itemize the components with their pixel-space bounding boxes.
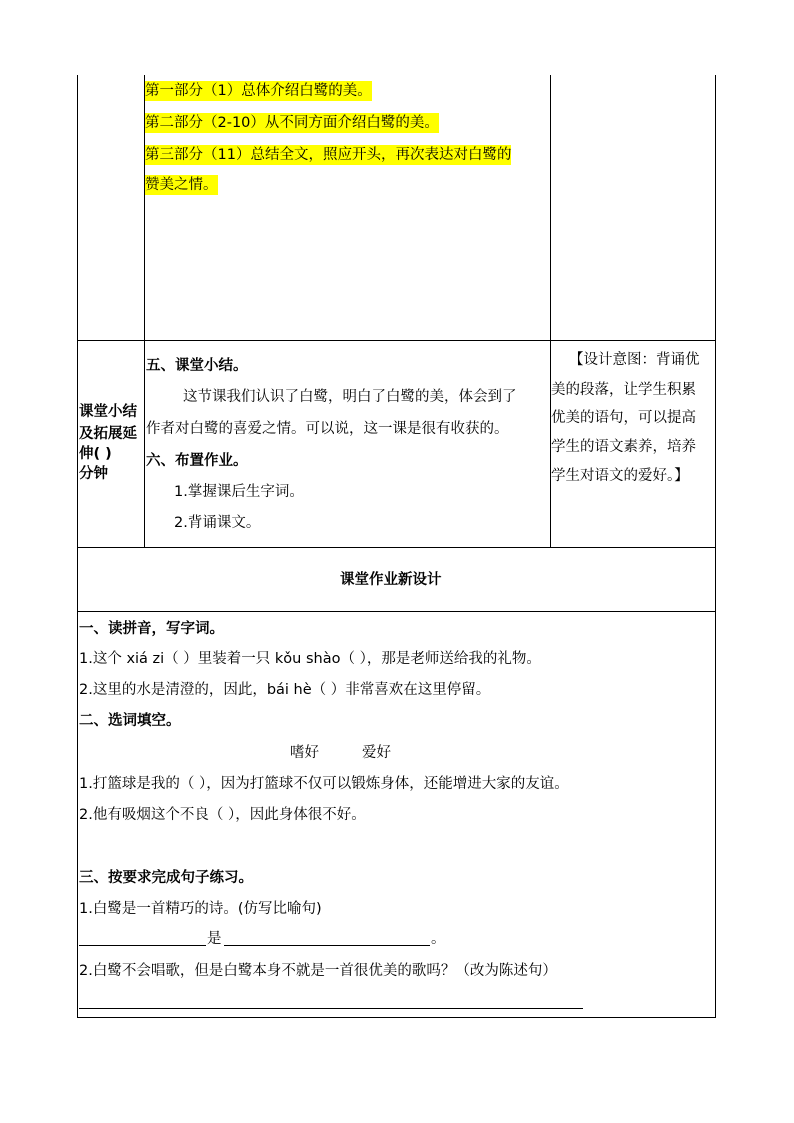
section-six-heading: 六、布置作业。 — [146, 453, 248, 469]
answer-end-punct: 。 — [431, 931, 446, 947]
row-divider-3 — [77, 611, 716, 612]
row-label-line-1: 课堂小结 — [79, 404, 137, 420]
part-one-text: 第一部分（1）总体介绍白鹭的美。 — [145, 83, 372, 99]
word-option-a: 嗜好 — [290, 745, 319, 761]
design-intent-line-4: 学生的语文素养，培养 — [551, 439, 696, 455]
row-divider-2 — [77, 547, 716, 548]
design-intent-line-2: 美的段落，让学生积累 — [551, 382, 696, 398]
design-intent-line-3: 优美的语句，可以提高 — [551, 410, 696, 426]
question-2-2: 2.他有吸烟这个不良（ ），因此身体很不好。 — [79, 807, 366, 823]
answer-blank-2[interactable] — [224, 945, 430, 946]
word-option-b: 爱好 — [362, 745, 391, 761]
design-intent-line-1: 【设计意图：背诵优 — [569, 352, 700, 368]
answer-mid-word: 是 — [207, 931, 222, 947]
summary-line-2: 作者对白鹭的喜爱之情。可以说，这一课是很有收获的。 — [146, 421, 509, 437]
part-three-text: 第三部分（11）总结全文，照应开头，再次表达对白鹭的 — [145, 147, 512, 163]
question-2-1: 1.打篮球是我的（ ），因为打篮球不仅可以锻炼身体，还能增进大家的友谊。 — [79, 776, 569, 792]
section-five-heading: 五、课堂小结。 — [146, 358, 248, 374]
question-3-1: 1.白鹭是一首精巧的诗。(仿写比喻句) — [79, 901, 322, 917]
row-label-line-3: 伸( ) — [79, 446, 112, 462]
row-label-line-4: 分钟 — [79, 466, 108, 482]
question-1-1: 1.这个 xiá zi（ ）里装着一只 kǒu shào（ ），那是老师送给我的礼物。 — [79, 651, 541, 667]
part-two-text: 第二部分（2-10）从不同方面介绍白鹭的美。 — [145, 115, 439, 131]
question-3-2: 2.白鹭不会唱歌，但是白鹭本身不就是一首很优美的歌吗？（改为陈述句） — [79, 963, 557, 979]
section-one-heading: 一、读拼音，写字词。 — [79, 621, 224, 637]
table-border-bottom — [77, 1017, 716, 1018]
section-three-heading: 三、按要求完成句子练习。 — [79, 870, 253, 886]
answer-line-3[interactable] — [79, 1008, 583, 1009]
homework-item-1: 1.掌握课后生字词。 — [174, 484, 304, 500]
homework-item-2: 2.背诵课文。 — [174, 515, 261, 531]
homework-title: 课堂作业新设计 — [340, 572, 442, 588]
summary-line-1: 这节课我们认识了白鹭，明白了白鹭的美，体会到了 — [183, 389, 517, 405]
design-intent-line-5: 学生对语文的爱好。】 — [551, 468, 689, 484]
section-two-heading: 二、选词填空。 — [79, 713, 181, 729]
part-three-text-cont: 赞美之情。 — [145, 177, 218, 193]
answer-blank-1[interactable] — [79, 945, 206, 946]
row-label-line-2: 及拓展延 — [79, 426, 137, 442]
question-1-2: 2.这里的水是清澄的，因此，bái hè（ ）非常喜欢在这里停留。 — [79, 682, 491, 698]
row-divider-1 — [77, 340, 716, 341]
